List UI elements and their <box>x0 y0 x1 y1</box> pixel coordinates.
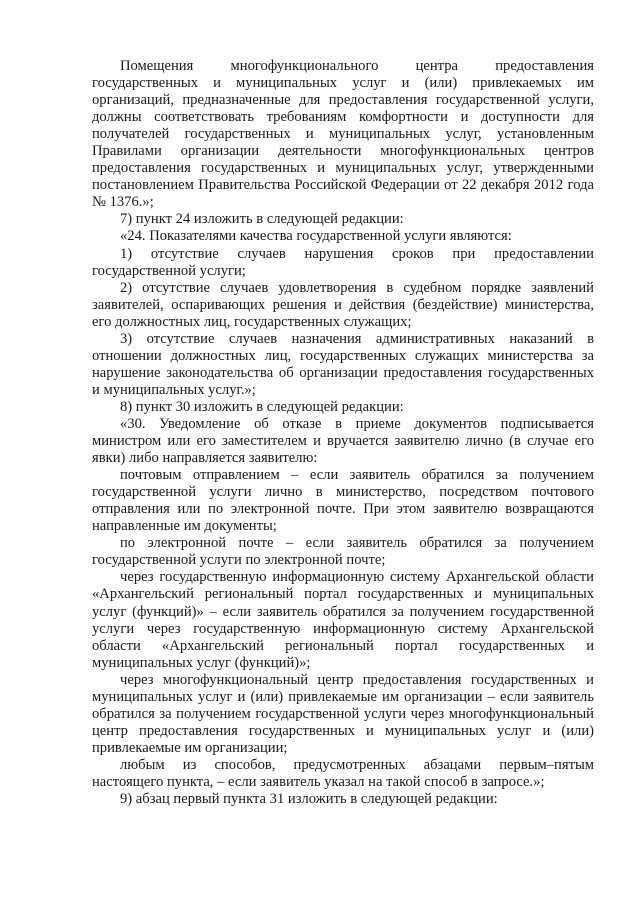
paragraph-clause-24-1: 1) отсутствие случаев нарушения сроков при предоставлении государственной услуги; <box>92 245 594 279</box>
document-body <box>92 58 594 808</box>
paragraph-clause-24: «24. Показателями качества государственной услуги являются: <box>120 228 512 245</box>
paragraph-item-7: 7) пункт 24 изложить в следующей редакции: <box>120 211 404 228</box>
paragraph-clause-30-any-method: любым из способов, предусмотренных абзацами первым–пятым настоящего пункта, – если заявитель указал на такой способ в запросе.»; <box>92 756 594 790</box>
paragraph-clause-30-mail: почтовым отправлением – если заявитель обратился за получением государственной услуги лично в министерство, посредством почтового отправления или по электронной почте. При этом заявителю возвращаются направленные им документы; <box>92 467 594 535</box>
paragraph-clause-30-portal: через государственную информационную систему Архангельской области «Архангельский региональный портал государственных и муниципальных услуг (функций)» – если заявитель обратился за получением государственной услуги через государственную информационную систему Архангельской области «Архангельский региональный портал государственных и муниципальных услуг (функций)»; <box>92 569 594 671</box>
paragraph-clause-30-email: по электронной почте – если заявитель обратился за получением государственной услуги по электронной почте; <box>92 535 594 569</box>
paragraph-item-9: 9) абзац первый пункта 31 изложить в следующей редакции: <box>120 791 498 808</box>
paragraph-item-8: 8) пункт 30 изложить в следующей редакции: <box>120 398 404 415</box>
paragraph-clause-30-mfc: через многофункциональный центр предоставления государственных и муниципальных услуг и (или) привлекаемые им организации – если заявитель обратился за получением государственной услуги через многофункциональный центр предоставления государственных и муниципальных услуг и (или) привлекаемые им организации; <box>92 671 594 756</box>
paragraph-clause-24-2: 2) отсутствие случаев удовлетворения в судебном порядке заявлений заявителей, оспаривающих решения и действия (бездействие) министерства, его должностных лиц, государственных служащих; <box>92 279 594 330</box>
paragraph-clause-24-3: 3) отсутствие случаев назначения административных наказаний в отношении должностных лиц, государственных служащих министерства за нарушение законодательства об организации предоставления государственных и муниципальных услуг.»; <box>92 330 594 398</box>
paragraph-premises-requirements: Помещения многофункционального центра предоставления государственных и муниципальных услуг и (или) привлекаемых им организаций, предназначенные для предоставления государственной услуги, должны соответствовать требованиям комфортности и доступности для получателей государственных и муниципальных услуг, установленным Правилами организации деятельности многофункциональных центров предоставления государственных и муниципальных услуг, утвержденными постановлением Правительства Российской Федерации от 22 декабря 2012 года № 1376.»; <box>92 58 594 211</box>
paragraph-clause-30: «30. Уведомление об отказе в приеме документов подписывается министром или его заместителем и вручается заявителю лично (в случае его явки) либо направляется заявителю: <box>92 415 594 467</box>
